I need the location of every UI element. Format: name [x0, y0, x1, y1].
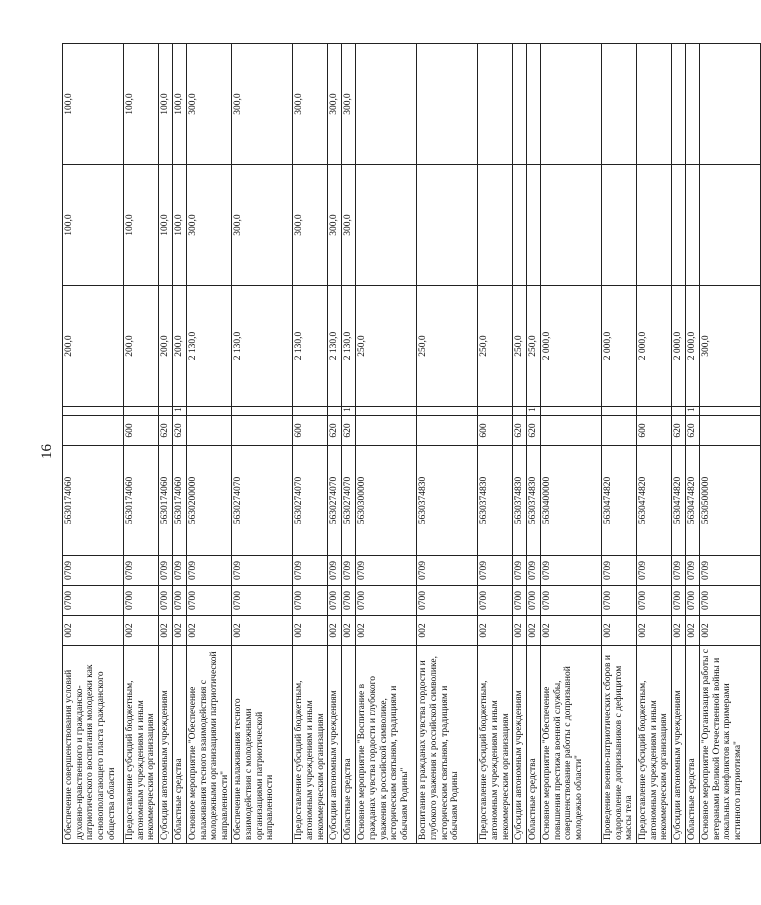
section-code: 0700	[293, 586, 328, 616]
target-article-code: 5630374830	[417, 446, 478, 556]
funding-source-code	[328, 407, 342, 416]
amount-year-2	[637, 165, 672, 286]
amount-year-2: 300,0	[232, 165, 293, 286]
grbs-code: 002	[232, 616, 293, 646]
table-row	[186, 44, 232, 844]
subsection-code: 0709	[342, 556, 356, 586]
funding-source-code	[356, 407, 417, 416]
grbs-code: 002	[478, 616, 513, 646]
expense-type-code	[232, 416, 293, 446]
table-row	[602, 44, 637, 844]
section-code: 0700	[699, 586, 760, 616]
subsection-code: 0709	[637, 556, 672, 586]
amount-year-1: 2 130,0	[342, 286, 356, 407]
amount-year-1: 200,0	[172, 286, 186, 407]
amount-year-3: 300,0	[232, 44, 293, 165]
amount-year-3: 100,0	[63, 44, 124, 165]
row-name: Субсидии автономным учреждениям	[513, 646, 527, 844]
section-code: 0700	[124, 586, 159, 616]
grbs-code: 002	[342, 616, 356, 646]
amount-year-3	[417, 44, 478, 165]
row-name: Областные средства	[342, 646, 356, 844]
table-row	[356, 44, 417, 844]
section-code: 0700	[172, 586, 186, 616]
amount-year-2	[699, 165, 760, 286]
table-row	[671, 44, 685, 844]
amount-year-3	[602, 44, 637, 165]
subsection-code: 0709	[527, 556, 541, 586]
grbs-code: 002	[124, 616, 159, 646]
funding-source-code	[637, 407, 672, 416]
amount-year-3	[637, 44, 672, 165]
target-article-code: 5630174060	[158, 446, 172, 556]
row-name: Областные средства	[527, 646, 541, 844]
funding-source-code	[602, 407, 637, 416]
amount-year-3	[478, 44, 513, 165]
subsection-code: 0709	[602, 556, 637, 586]
expense-type-code	[602, 416, 637, 446]
amount-year-3	[685, 44, 699, 165]
subsection-code: 0709	[186, 556, 232, 586]
amount-year-1: 2 000,0	[602, 286, 637, 407]
amount-year-1: 2 130,0	[328, 286, 342, 407]
section-code: 0700	[356, 586, 417, 616]
amount-year-2: 100,0	[172, 165, 186, 286]
table-row	[637, 44, 672, 844]
amount-year-1: 300,0	[699, 286, 760, 407]
grbs-code: 002	[172, 616, 186, 646]
target-article-code: 5630374830	[513, 446, 527, 556]
amount-year-2	[685, 165, 699, 286]
subsection-code: 0709	[63, 556, 124, 586]
target-article-code: 5630300000	[356, 446, 417, 556]
section-code: 0700	[63, 586, 124, 616]
table-row	[699, 44, 760, 844]
amount-year-1: 2 000,0	[637, 286, 672, 407]
expense-type-code: 620	[527, 416, 541, 446]
subsection-code: 0709	[356, 556, 417, 586]
table-row	[63, 44, 124, 844]
row-name: Субсидии автономным учреждениям	[671, 646, 685, 844]
amount-year-2: 300,0	[328, 165, 342, 286]
table-row	[513, 44, 527, 844]
section-code: 0700	[158, 586, 172, 616]
subsection-code: 0709	[685, 556, 699, 586]
expense-type-code: 620	[328, 416, 342, 446]
table-row	[158, 44, 172, 844]
amount-year-3: 100,0	[124, 44, 159, 165]
target-article-code: 5630374830	[478, 446, 513, 556]
row-name: Проведение военно-патриотических сборов и оздоровление допризывников с дефицитом массы тела	[602, 646, 637, 844]
section-code: 0700	[186, 586, 232, 616]
table-row	[232, 44, 293, 844]
amount-year-2	[602, 165, 637, 286]
grbs-code: 002	[513, 616, 527, 646]
row-name: Областные средства	[172, 646, 186, 844]
target-article-code: 5630474820	[602, 446, 637, 556]
amount-year-1: 250,0	[527, 286, 541, 407]
row-name: Воспитание в гражданах чувства гордости и глубокого уважения к российской символике, историческим святыням, традициям и обычаям Родины	[417, 646, 478, 844]
grbs-code: 002	[417, 616, 478, 646]
subsection-code: 0709	[417, 556, 478, 586]
funding-source-code: 1	[172, 407, 186, 416]
table-row	[124, 44, 159, 844]
grbs-code: 002	[63, 616, 124, 646]
subsection-code: 0709	[699, 556, 760, 586]
amount-year-3: 100,0	[172, 44, 186, 165]
table-row	[541, 44, 602, 844]
amount-year-3: 300,0	[342, 44, 356, 165]
budget-table	[62, 43, 761, 844]
amount-year-1: 250,0	[356, 286, 417, 407]
subsection-code: 0709	[232, 556, 293, 586]
amount-year-2: 300,0	[293, 165, 328, 286]
grbs-code: 002	[699, 616, 760, 646]
expense-type-code: 620	[513, 416, 527, 446]
amount-year-1: 250,0	[478, 286, 513, 407]
grbs-code: 002	[186, 616, 232, 646]
amount-year-3	[699, 44, 760, 165]
table-row	[342, 44, 356, 844]
subsection-code: 0709	[172, 556, 186, 586]
funding-source-code	[186, 407, 232, 416]
section-code: 0700	[478, 586, 513, 616]
page-number: 16	[39, 444, 55, 459]
funding-source-code	[513, 407, 527, 416]
amount-year-2	[478, 165, 513, 286]
row-name: Основное мероприятие "Обеспечение повышения престижа военной службы, совершенствование работы с допризывной молодежью области"	[541, 646, 602, 844]
amount-year-2	[541, 165, 602, 286]
section-code: 0700	[685, 586, 699, 616]
amount-year-1: 250,0	[513, 286, 527, 407]
expense-type-code	[186, 416, 232, 446]
expense-type-code: 600	[124, 416, 159, 446]
amount-year-3: 300,0	[328, 44, 342, 165]
table-row	[328, 44, 342, 844]
section-code: 0700	[602, 586, 637, 616]
expense-type-code	[63, 416, 124, 446]
amount-year-1: 250,0	[417, 286, 478, 407]
grbs-code: 002	[541, 616, 602, 646]
amount-year-3	[513, 44, 527, 165]
section-code: 0700	[513, 586, 527, 616]
target-article-code: 5630200000	[186, 446, 232, 556]
expense-type-code: 600	[637, 416, 672, 446]
grbs-code: 002	[158, 616, 172, 646]
amount-year-1: 2 000,0	[685, 286, 699, 407]
amount-year-1: 2 130,0	[186, 286, 232, 407]
amount-year-1: 2 000,0	[671, 286, 685, 407]
expense-type-code	[699, 416, 760, 446]
target-article-code: 5630474820	[671, 446, 685, 556]
amount-year-2	[417, 165, 478, 286]
amount-year-2: 100,0	[124, 165, 159, 286]
amount-year-2: 300,0	[186, 165, 232, 286]
section-code: 0700	[232, 586, 293, 616]
funding-source-code: 1	[685, 407, 699, 416]
amount-year-3: 300,0	[186, 44, 232, 165]
target-article-code: 5630274070	[232, 446, 293, 556]
amount-year-3	[541, 44, 602, 165]
row-name: Основное мероприятие "Обеспечение налаживания тесного взаимодействия с молодежными организациями патриотической направленности"	[186, 646, 232, 844]
amount-year-1: 200,0	[124, 286, 159, 407]
expense-type-code	[417, 416, 478, 446]
amount-year-2	[513, 165, 527, 286]
section-code: 0700	[541, 586, 602, 616]
expense-type-code: 600	[293, 416, 328, 446]
amount-year-1: 2 000,0	[541, 286, 602, 407]
grbs-code: 002	[671, 616, 685, 646]
amount-year-3: 300,0	[293, 44, 328, 165]
expense-type-code	[356, 416, 417, 446]
subsection-code: 0709	[541, 556, 602, 586]
expense-type-code: 620	[172, 416, 186, 446]
table-row	[478, 44, 513, 844]
table-row	[685, 44, 699, 844]
amount-year-2: 100,0	[63, 165, 124, 286]
funding-source-code	[232, 407, 293, 416]
subsection-code: 0709	[158, 556, 172, 586]
funding-source-code	[478, 407, 513, 416]
target-article-code: 5630474820	[685, 446, 699, 556]
funding-source-code: 1	[342, 407, 356, 416]
section-code: 0700	[637, 586, 672, 616]
row-name: Предоставление субсидий бюджетным, автономным учреждениям и иным некоммерческим организациям	[293, 646, 328, 844]
target-article-code: 5630274070	[342, 446, 356, 556]
row-name: Обеспечение совершенствования условий духовно-нравственного и гражданско-патриотического воспитания молодежи как основополагающего пласта гражданского общества области	[63, 646, 124, 844]
row-name: Предоставление субсидий бюджетным, автономным учреждениям и иным некоммерческим организациям	[637, 646, 672, 844]
amount-year-3: 100,0	[158, 44, 172, 165]
amount-year-2	[527, 165, 541, 286]
section-code: 0700	[417, 586, 478, 616]
grbs-code: 002	[602, 616, 637, 646]
expense-type-code: 620	[671, 416, 685, 446]
grbs-code: 002	[328, 616, 342, 646]
table-row	[172, 44, 186, 844]
target-article-code: 5630474820	[637, 446, 672, 556]
funding-source-code	[671, 407, 685, 416]
target-article-code: 5630400000	[541, 446, 602, 556]
amount-year-2	[356, 165, 417, 286]
subsection-code: 0709	[478, 556, 513, 586]
amount-year-2	[671, 165, 685, 286]
expense-type-code: 620	[685, 416, 699, 446]
grbs-code: 002	[293, 616, 328, 646]
grbs-code: 002	[637, 616, 672, 646]
target-article-code: 5630174060	[172, 446, 186, 556]
funding-source-code	[417, 407, 478, 416]
subsection-code: 0709	[513, 556, 527, 586]
row-name: Предоставление субсидий бюджетным, автономным учреждениям и иным некоммерческим организациям	[478, 646, 513, 844]
expense-type-code: 620	[158, 416, 172, 446]
section-code: 0700	[342, 586, 356, 616]
amount-year-1: 200,0	[158, 286, 172, 407]
section-code: 0700	[328, 586, 342, 616]
table-row	[293, 44, 328, 844]
target-article-code: 5630174060	[124, 446, 159, 556]
funding-source-code	[293, 407, 328, 416]
amount-year-3	[671, 44, 685, 165]
table-row	[417, 44, 478, 844]
amount-year-3	[356, 44, 417, 165]
amount-year-2: 300,0	[342, 165, 356, 286]
grbs-code: 002	[356, 616, 417, 646]
funding-source-code	[699, 407, 760, 416]
subsection-code: 0709	[671, 556, 685, 586]
row-name: Областные средства	[685, 646, 699, 844]
row-name: Обеспечение налаживания тесного взаимодействия с молодежными организациями патриотической направленности	[232, 646, 293, 844]
funding-source-code	[158, 407, 172, 416]
subsection-code: 0709	[124, 556, 159, 586]
subsection-code: 0709	[293, 556, 328, 586]
table-row	[527, 44, 541, 844]
funding-source-code: 1	[527, 407, 541, 416]
row-name: Субсидии автономным учреждениям	[158, 646, 172, 844]
funding-source-code	[541, 407, 602, 416]
amount-year-3	[527, 44, 541, 165]
target-article-code: 5630174060	[63, 446, 124, 556]
row-name: Основное мероприятие "Организация работы с ветеранами Великой Отечественной войны и локальных конфликтов как примерами истинного патриотизма"	[699, 646, 760, 844]
row-name: Субсидии автономным учреждениям	[328, 646, 342, 844]
amount-year-1: 2 130,0	[232, 286, 293, 407]
funding-source-code	[63, 407, 124, 416]
expense-type-code: 600	[478, 416, 513, 446]
expense-type-code: 620	[342, 416, 356, 446]
row-name: Основное мероприятие "Воспитание в гражданах чувства гордости и глубокого уважения к российской символике, историческим святыням, традициям и обычаям Родины"	[356, 646, 417, 844]
section-code: 0700	[527, 586, 541, 616]
target-article-code: 5630500000	[699, 446, 760, 556]
grbs-code: 002	[527, 616, 541, 646]
budget-table-body	[63, 44, 761, 844]
amount-year-1: 2 130,0	[293, 286, 328, 407]
target-article-code: 5630274070	[328, 446, 342, 556]
grbs-code: 002	[685, 616, 699, 646]
row-name: Предоставление субсидий бюджетным, автономным учреждениям и иным некоммерческим организациям	[124, 646, 159, 844]
funding-source-code	[124, 407, 159, 416]
target-article-code: 5630374830	[527, 446, 541, 556]
section-code: 0700	[671, 586, 685, 616]
target-article-code: 5630274070	[293, 446, 328, 556]
expense-type-code	[541, 416, 602, 446]
amount-year-1: 200,0	[63, 286, 124, 407]
amount-year-2: 100,0	[158, 165, 172, 286]
budget-table-container	[62, 44, 743, 844]
subsection-code: 0709	[328, 556, 342, 586]
